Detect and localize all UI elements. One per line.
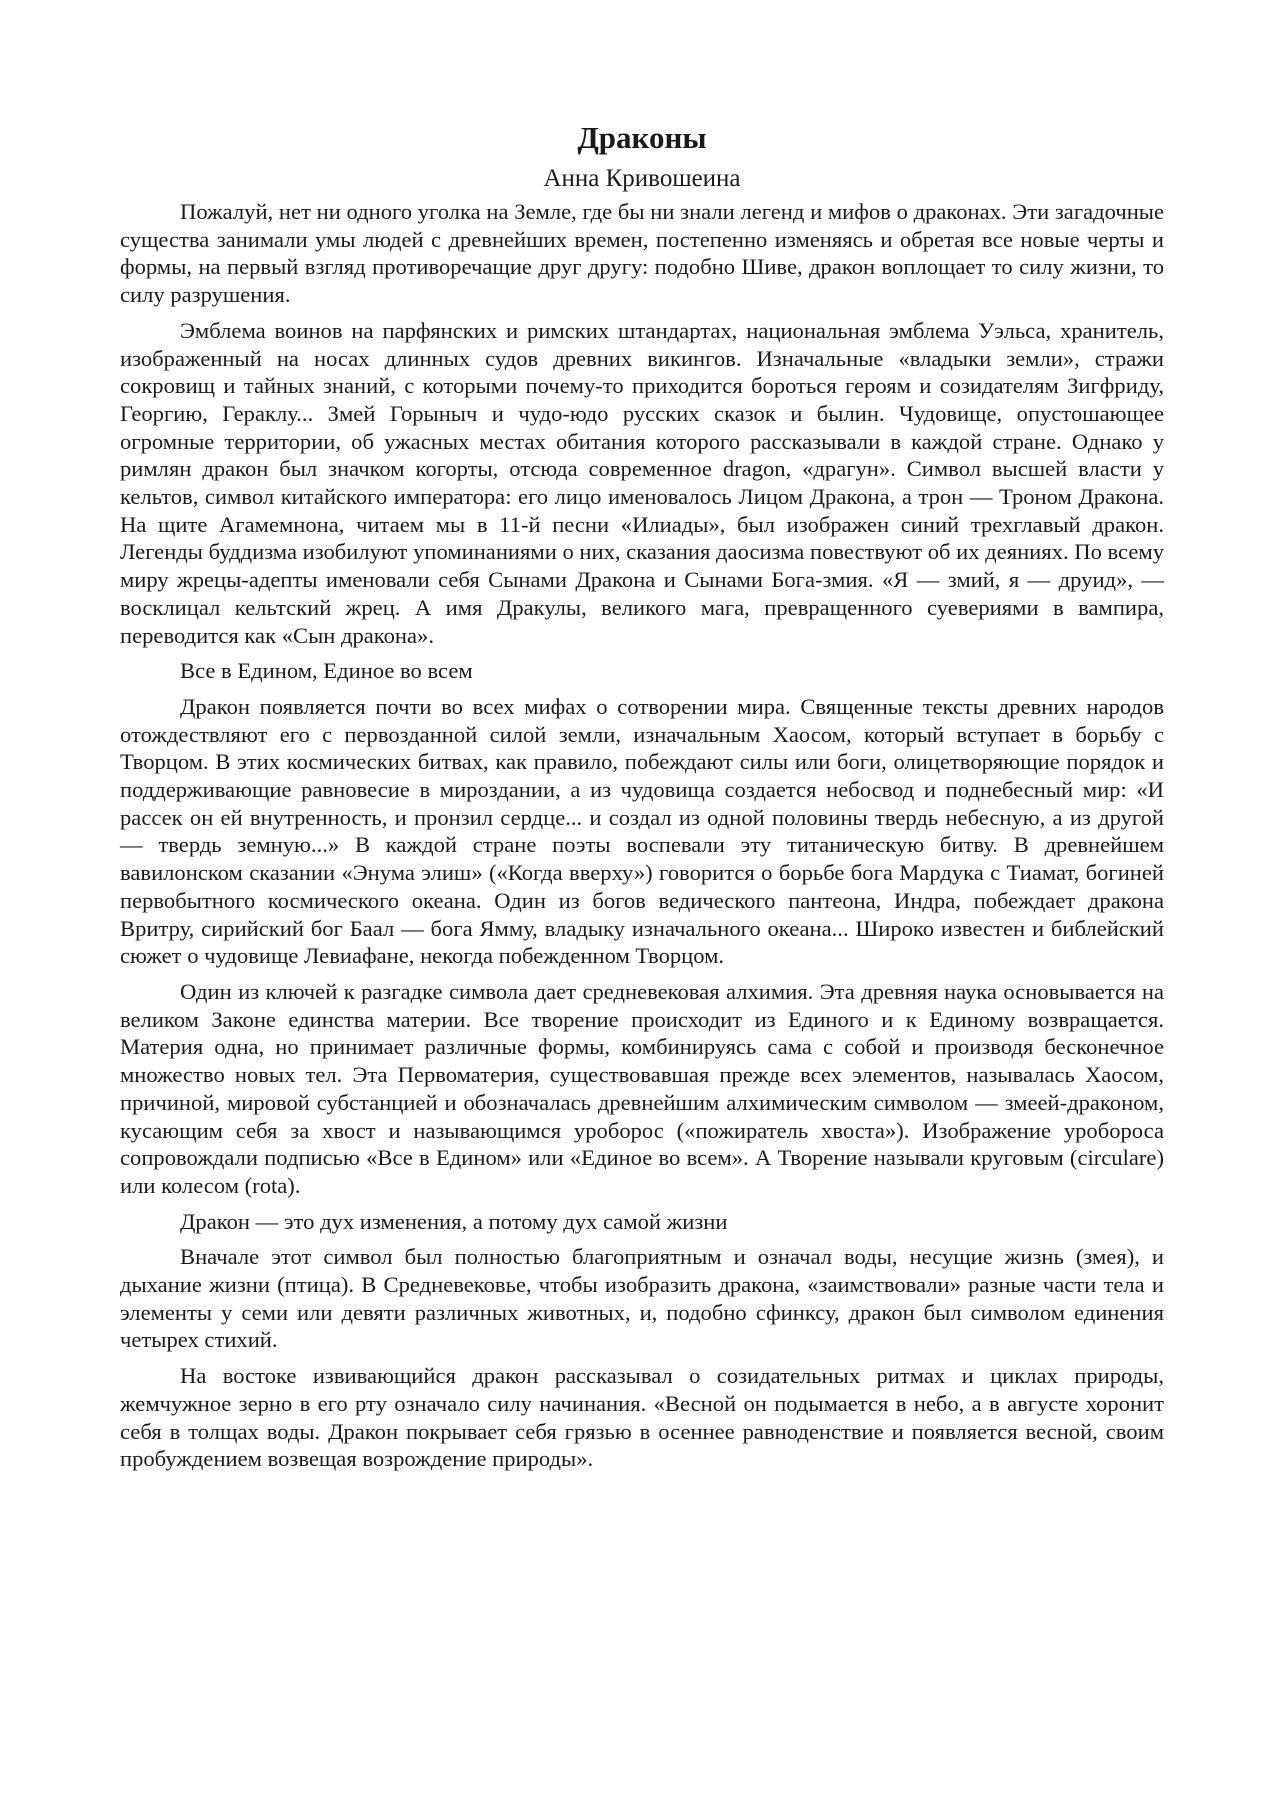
paragraph-intro: Пожалуй, нет ни одного уголка на Земле, где бы ни знали легенд и мифов о драконах. Эти загадочные существа занимали умы людей с древнейших времен, постепенно изменяясь и обретая все новые черты и формы, на первый взгляд противоречащие друг другу: подобно Шиве, дракон воплощает то силу жизни, то силу разрушения. (120, 199, 1164, 308)
document-author: Анна Кривошеина (543, 165, 741, 192)
paragraph-emblems: Эмблема воинов на парфянских и римских штандартах, национальная эмблема Уэльса, хранитель, изображенный на носах длинных судов древних викингов. Изначальные «владыки земли», стражи сокровищ и тайных знаний, с которыми почему-то приходится бороться героям и созидателям Зигфриду, Георгию, Гераклу... Змей Горыныч и чудо-юдо русских сказок и былин. Чудовище, опустошающее огромные территории, об ужасных местах обитания которого рассказывали в каждой стране. Однако у римлян дракон был значком когорты, отсюда современное dragon, «драгун». Символ высшей власти у кельтов, символ китайского императора: его лицо именовалось Лицом Дракона, а трон — Троном Дракона. На щите Агамемнона, читаем мы в 11-й песни «Илиады», был изображен синий трехглавый дракон. Легенды буддизма изобилуют упоминаниями о них, сказания даосизма повествуют об их деяниях. По всему миру жрецы-адепты именовали себя Сынами Дракона и Сынами Бога-змия. «Я — змий, я — друид», — восклицал кельтский жрец. А имя Дракулы, великого мага, превращенного суевериями в вампира, переводится как «Сын дракона». (120, 317, 1164, 648)
section-heading-spirit-of-change: Дракон — это дух изменения, а потому дух самой жизни (180, 1208, 728, 1234)
section-heading-all-in-one: Все в Едином, Единое во всем (180, 658, 473, 684)
paragraph-east: На востоке извивающийся дракон рассказывал о созидательных ритмах и циклах природы, жемчужное зерно в его рту означало силу начинания. «Весной он подымается в небо, а в августе хоронит себя в толщах воды. Дракон покрывает себя грязью в осеннее равноденствие и появляется весной, своим пробуждением возвещая возрождение природы». (120, 1363, 1164, 1472)
paragraph-creation-myths: Дракон появляется почти во всех мифах о сотворении мира. Священные тексты древних народов отождествляют его с первозданной силой земли, изначальным Хаосом, который вступает в борьбу с Творцом. В этих космических битвах, как правило, побеждают силы или боги, олицетворяющие порядок и поддерживающие равновесие в мироздании, а из чудовища создается небосвод и поднебесный мир: «И рассек он ей внутренность, и пронзил сердце... и создал из одной половины твердь небесную, а из другой — твердь земную...» В каждой стране поэты воспевали эту титаническую битву. В древнейшем вавилонском сказании «Энума элиш» («Когда вверху») говорится о борьбе бога Мардука с Тиамат, богиней первобытного космического океана. Один из богов ведического пантеона, Индра, побеждает дракона Вритру, сирийский бог Баал — бога Ямму, владыку изначального океана... Широко известен и библейский сюжет о чудовище Левиафане, некогда побежденном Творцом. (120, 693, 1164, 969)
paragraph-symbol-origin: Вначале этот символ был полностью благоприятным и означал воды, несущие жизнь (змея), и дыхание жизни (птица). В Средневековье, чтобы изобразить дракона, «заимствовали» разные части тела и элементы у семи или девяти различных животных, и, подобно сфинксу, дракон был символом единения четырех стихий. (120, 1244, 1164, 1353)
document-title: Драконы (577, 120, 707, 155)
paragraph-alchemy: Один из ключей к разгадке символа дает средневековая алхимия. Эта древняя наука основывается на великом Законе единства материи. Все творение происходит из Единого и к Единому возвращается. Материя одна, но принимает различные формы, комбинируясь сама с собой и производя бесконечное множество новых тел. Эта Первоматерия, существовавшая прежде всех элементов, называлась Хаосом, причиной, мировой субстанцией и обозначалась древнейшим алхимическим символом — змеей-драконом, кусающим себя за хвост и называющимся уроборос («пожиратель хвоста»). Изображение уробороса сопровождали подписью «Все в Едином» или «Единое во всем». А Творение называли круговым (circulare) или колесом (rota). (120, 978, 1164, 1198)
